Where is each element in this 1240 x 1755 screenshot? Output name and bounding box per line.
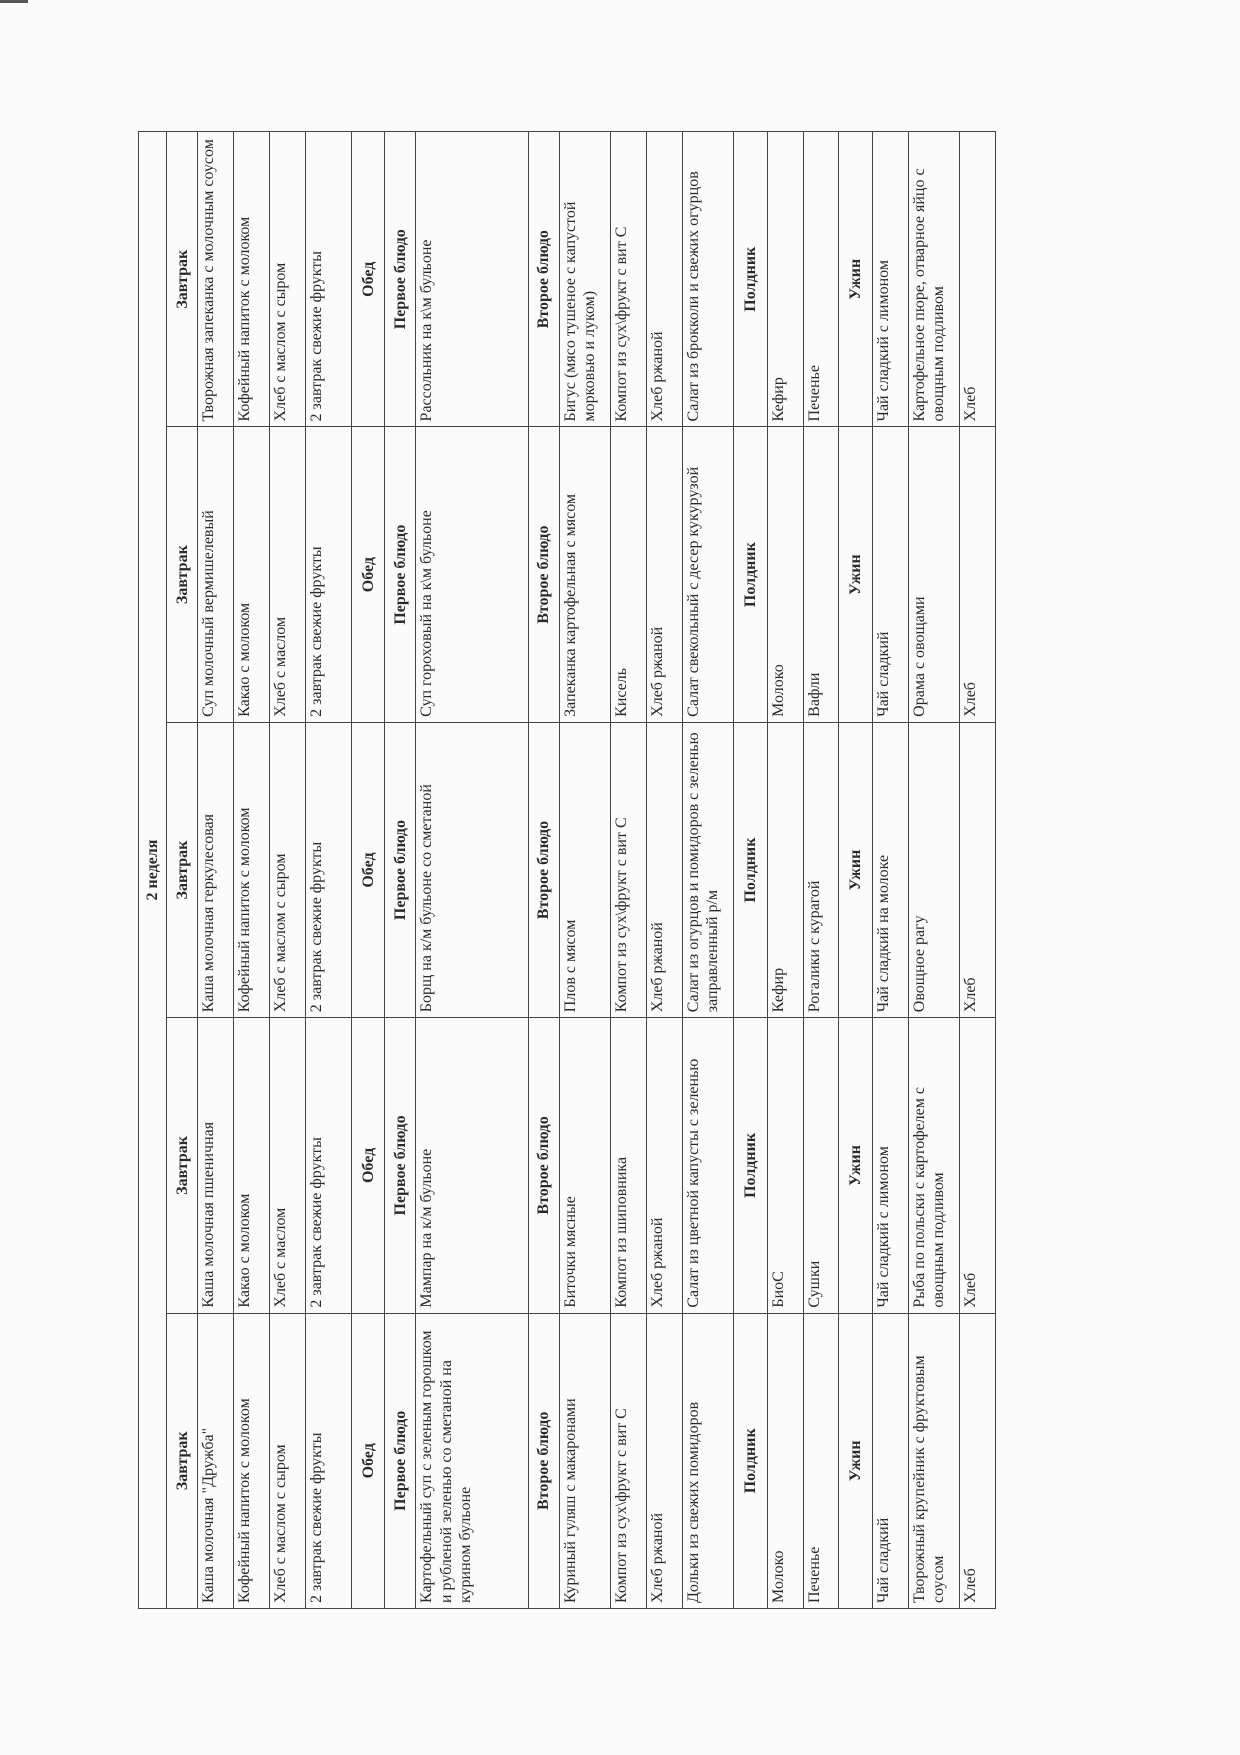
dinner-row	[908, 132, 959, 1609]
dinner-header: Ужин	[839, 427, 872, 722]
lunch-header: Обед	[351, 1313, 384, 1608]
menu-cell: Хлеб с маслом	[270, 1018, 306, 1313]
menu-cell: Каша молочная пшеничная	[198, 1018, 234, 1313]
menu-cell: Хлеб ржаной	[647, 427, 683, 722]
first-course-header: Первое блюдо	[385, 132, 416, 427]
snack-row	[803, 132, 839, 1609]
menu-cell: Кефир	[767, 132, 803, 427]
menu-cell: Дольки из свежих помидоров	[682, 1313, 733, 1608]
menu-cell: Кофейный напиток с молоком	[234, 722, 270, 1017]
menu-cell: Творожный крупейник с фруктовым соусом	[908, 1313, 959, 1608]
menu-cell: Рассольник на к\м бульоне	[416, 132, 529, 427]
snack-header: Полдник	[734, 132, 767, 427]
menu-cell: Кофейный напиток с молоком	[234, 1313, 270, 1608]
snack-header: Полдник	[734, 1313, 767, 1608]
scan-edge-mark	[0, 0, 28, 3]
menu-cell: Хлеб	[959, 1313, 995, 1608]
first-course-header: Первое блюдо	[385, 1018, 416, 1313]
menu-cell: Сушки	[803, 1018, 839, 1313]
menu-cell: Салат из огурцов и помидоров с зеленью заправленный р/м	[682, 722, 733, 1017]
second-course-row	[682, 132, 733, 1609]
first-course-header: Первое блюдо	[385, 722, 416, 1017]
menu-cell: Мампар на к/м бульоне	[416, 1018, 529, 1313]
breakfast-header: Завтрак	[167, 427, 198, 722]
breakfast-row	[270, 132, 306, 1609]
first-course-header-row	[385, 132, 416, 1609]
menu-cell: Кисель	[611, 427, 647, 722]
snack-header-row	[734, 132, 767, 1609]
menu-cell: Чай сладкий	[872, 1313, 908, 1608]
menu-cell: Хлеб ржаной	[647, 1313, 683, 1608]
menu-cell: Овощное рагу	[908, 722, 959, 1017]
menu-cell: Чай сладкий с лимоном	[872, 1018, 908, 1313]
menu-cell: Салат из брокколи и свежих огурцов	[682, 132, 733, 427]
menu-cell: Хлеб	[959, 132, 995, 427]
menu-cell: Компот из сух\фрукт с вит С	[611, 722, 647, 1017]
menu-cell: Картофельный суп с зеленым горошком и рубленой зеленью со сметаной на курином бульоне	[416, 1313, 529, 1608]
second-course-header: Второе блюдо	[529, 1313, 560, 1608]
menu-cell: Молоко	[767, 427, 803, 722]
menu-cell: Печенье	[803, 1313, 839, 1608]
menu-cell: Каша молочная "Дружба"	[198, 1313, 234, 1608]
second-course-row	[647, 132, 683, 1609]
menu-cell: Плов с мясом	[559, 722, 610, 1017]
second-course-header: Второе блюдо	[529, 132, 560, 427]
menu-cell: Творожная запеканка с молочным соусом	[198, 132, 234, 427]
first-course-header: Первое блюдо	[385, 427, 416, 722]
menu-cell: Биточки мясные	[559, 1018, 610, 1313]
week-title: 2 неделя	[139, 132, 167, 1609]
menu-cell: Хлеб	[959, 722, 995, 1017]
breakfast-header: Завтрак	[167, 1313, 198, 1608]
menu-cell: Хлеб	[959, 1018, 995, 1313]
menu-cell: Какао с молоком	[234, 427, 270, 722]
snack-header: Полдник	[734, 1018, 767, 1313]
menu-cell: Кофейный напиток с молоком	[234, 132, 270, 427]
menu-cell: Рыба по польски с картофелем с овощным подливом	[908, 1018, 959, 1313]
dinner-header: Ужин	[839, 1313, 872, 1608]
menu-cell: Хлеб с маслом с сыром	[270, 722, 306, 1017]
menu-cell: 2 завтрак свежие фрукты	[306, 132, 352, 427]
menu-cell: Хлеб ржаной	[647, 722, 683, 1017]
breakfast-header: Завтрак	[167, 722, 198, 1017]
second-course-header: Второе блюдо	[529, 722, 560, 1017]
snack-header: Полдник	[734, 427, 767, 722]
weekly-menu-table	[138, 131, 996, 1609]
menu-cell: Компот из сух\фрукт с вит С	[611, 132, 647, 427]
menu-cell: Запеканка картофельная с мясом	[559, 427, 610, 722]
menu-cell: 2 завтрак свежие фрукты	[306, 1018, 352, 1313]
dinner-header: Ужин	[839, 132, 872, 427]
menu-cell: Чай сладкий на молоке	[872, 722, 908, 1017]
lunch-header: Обед	[351, 132, 384, 427]
second-course-header: Второе блюдо	[529, 427, 560, 722]
snack-row	[767, 132, 803, 1609]
menu-cell: Компот из шиповника	[611, 1018, 647, 1313]
menu-cell: Салат свекольный с десер кукурузой	[682, 427, 733, 722]
menu-cell: 2 завтрак свежие фрукты	[306, 722, 352, 1017]
lunch-header: Обед	[351, 1018, 384, 1313]
menu-cell: Картофельное пюре, отварное яйцо с овощным подливом	[908, 132, 959, 427]
menu-cell: Суп молочный вермишелевый	[198, 427, 234, 722]
menu-cell: Бигус (мясо тушеное с капустой морковью и луком)	[559, 132, 610, 427]
menu-cell: Салат из цветной капусты с зеленью	[682, 1018, 733, 1313]
breakfast-header: Завтрак	[167, 132, 198, 427]
first-course-header: Первое блюдо	[385, 1313, 416, 1608]
menu-cell: Вафли	[803, 427, 839, 722]
lunch-header: Обед	[351, 722, 384, 1017]
menu-cell: Суп гороховый на к\м бульоне	[416, 427, 529, 722]
second-course-header: Второе блюдо	[529, 1018, 560, 1313]
snack-header: Полдник	[734, 722, 767, 1017]
second-course-row	[611, 132, 647, 1609]
menu-cell: 2 завтрак свежие фрукты	[306, 1313, 352, 1608]
breakfast-row	[198, 132, 234, 1609]
menu-cell: Компот из сух\фрукт с вит С	[611, 1313, 647, 1608]
menu-cell: Чай сладкий с лимоном	[872, 132, 908, 427]
week-title-row	[139, 132, 167, 1609]
dinner-header: Ужин	[839, 722, 872, 1017]
breakfast-header-row	[167, 132, 198, 1609]
menu-cell: Орама с овощами	[908, 427, 959, 722]
breakfast-header: Завтрак	[167, 1018, 198, 1313]
dinner-header-row	[839, 132, 872, 1609]
menu-cell: Куриный гуляш с макаронами	[559, 1313, 610, 1608]
second-course-row	[559, 132, 610, 1609]
dinner-header: Ужин	[839, 1018, 872, 1313]
first-course-row	[416, 132, 529, 1609]
menu-cell: Кефир	[767, 722, 803, 1017]
menu-cell: Хлеб с маслом с сыром	[270, 132, 306, 427]
dinner-row	[872, 132, 908, 1609]
menu-cell: Хлеб ржаной	[647, 132, 683, 427]
second-course-header-row	[529, 132, 560, 1609]
dinner-row	[959, 132, 995, 1609]
menu-cell: Какао с молоком	[234, 1018, 270, 1313]
menu-cell: БиоС	[767, 1018, 803, 1313]
second-breakfast-row	[306, 132, 352, 1609]
menu-cell: Хлеб с маслом	[270, 427, 306, 722]
menu-cell: Печенье	[803, 132, 839, 427]
rotated-menu-sheet	[138, 131, 996, 1609]
menu-cell: Борщ на к/м бульоне со сметаной	[416, 722, 529, 1017]
menu-cell: Рогалики с курагой	[803, 722, 839, 1017]
menu-cell: Чай сладкий	[872, 427, 908, 722]
menu-cell: Хлеб с маслом с сыром	[270, 1313, 306, 1608]
lunch-header: Обед	[351, 427, 384, 722]
menu-cell: Каша молочная геркулесовая	[198, 722, 234, 1017]
menu-cell: Хлеб ржаной	[647, 1018, 683, 1313]
menu-cell: Хлеб	[959, 427, 995, 722]
menu-cell: Молоко	[767, 1313, 803, 1608]
lunch-header-row	[351, 132, 384, 1609]
breakfast-row	[234, 132, 270, 1609]
menu-cell: 2 завтрак свежие фрукты	[306, 427, 352, 722]
